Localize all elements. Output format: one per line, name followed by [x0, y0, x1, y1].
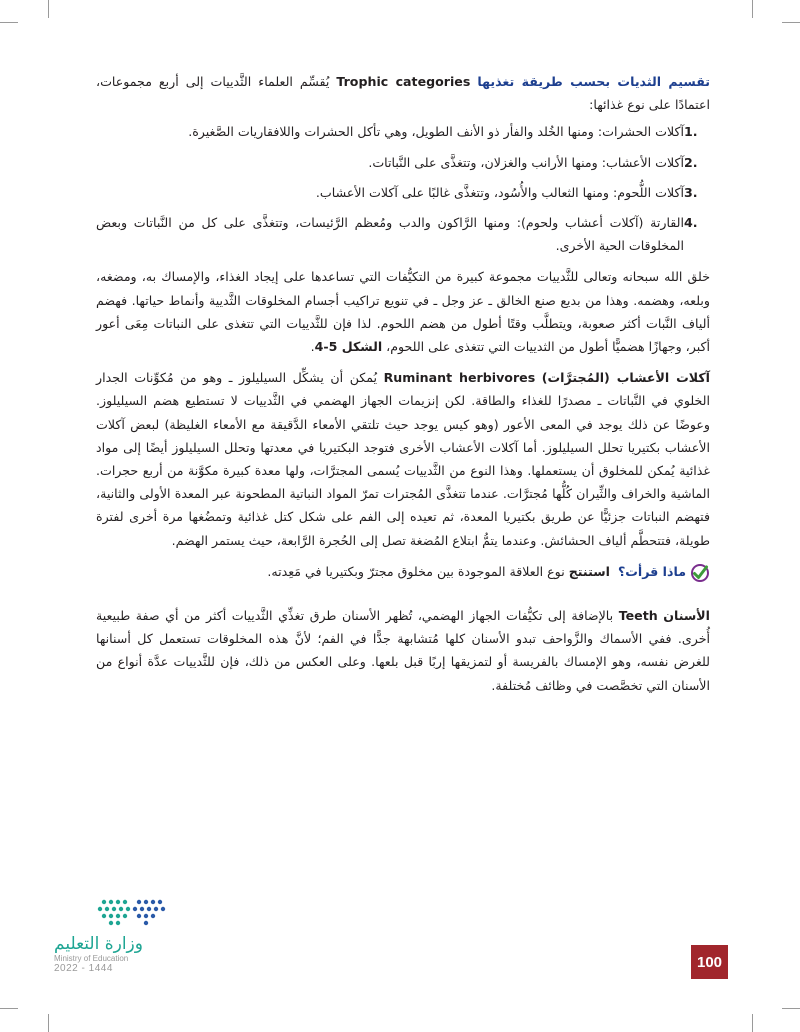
- crop-mark: [782, 22, 800, 23]
- ministry-logo: [54, 898, 204, 974]
- trophic-intro-text-2: الثَّدييات إلى أربع مجموعات، اعتمادًا على نوع غذائها:: [96, 74, 710, 113]
- list-item-number: 1.: [684, 124, 698, 140]
- list-item-number: 4.: [684, 215, 698, 231]
- ministry-logo-mark-icon: [54, 898, 194, 928]
- teeth-text: بالإضافة إلى تكيُّفات الجهاز الهضمي، تُظهر الأسنان طرق تغذِّي الثَّدييات أكثر من أي صفة طبيعية أُخرى. ففي الأسماك والزَّواحف تبدو الأسنان كلها مُتشابهة جدًّا في الفم؛ لأنَّ هذه المخلوقات تستعمل كل أسنانها للغرض نفسه، وهو الإمساك بالفريسة أو لتمزيقها إربًا قبل بلعها. وعلى العكس من ذلك، فإن للثَّدييات عدَّة أنواع من الأسنان التي تخصَّصت في وظائف مُختلفة.: [96, 608, 710, 693]
- ruminant-heading-en: Ruminant herbivores: [383, 370, 536, 386]
- teeth-heading-en: Teeth: [618, 608, 658, 624]
- crop-mark: [752, 1014, 753, 1032]
- list-item-text: القارتة (آكلات أعشاب ولحوم): ومنها الرَّاكون والدب ومُعظم الرَّئيسات، وتتغذَّى على كل من النَّباتات وبعض المخلوقات الحية الأخرى.: [96, 215, 684, 254]
- trophic-list: [96, 120, 710, 257]
- crop-mark: [0, 1008, 18, 1009]
- trophic-heading-en: Trophic categories: [336, 74, 471, 89]
- reading-check-text: [267, 560, 686, 583]
- list-item-number: 2.: [684, 154, 698, 170]
- crop-mark: [48, 0, 49, 18]
- list-item: [96, 120, 710, 143]
- trophic-intro: [96, 70, 710, 116]
- list-item: [96, 151, 710, 174]
- crop-mark: [752, 0, 753, 18]
- adaptations-end: .: [310, 339, 315, 355]
- ruminant-paragraph: [96, 366, 710, 552]
- reading-check-question: نوع العلاقة الموجودة بين مخلوق مجترّ وبكتيريا في مَعِدته.: [267, 563, 565, 579]
- trophic-heading-ar: تقسيم الثديات بحسب طريقة تغذيها: [477, 74, 711, 89]
- ruminant-heading-ar: آكلات الأعشاب (المُجترَّات): [541, 370, 710, 386]
- page-number: 100: [691, 945, 728, 979]
- crop-mark: [48, 1014, 49, 1032]
- figure-reference: الشكل 5-4: [314, 339, 383, 355]
- reading-check: [96, 560, 710, 590]
- checkmark-icon: [690, 563, 710, 590]
- trophic-intro-text: يُقسِّم العلماء: [258, 74, 330, 89]
- list-item-text: آكلات الأعشاب: ومنها الأرانب والغزلان، وتتغذَّى على النَّباتات.: [368, 154, 684, 170]
- list-item-number: 3.: [684, 184, 698, 200]
- adaptations-paragraph: [96, 265, 710, 358]
- teeth-heading-ar: الأسنان: [663, 608, 710, 624]
- ministry-name-en: Ministry of Education: [54, 954, 129, 963]
- list-item-text: آكلات اللُّحوم: ومنها الثعالب والأُسُود، وتتغذَّى غالبًا على آكلات الأعشاب.: [315, 184, 684, 200]
- list-item: [96, 181, 710, 204]
- list-item-text: آكلات الحشرات: ومنها الخُلد والفأر ذو الأنف الطويل، وهي تأكل الحشرات واللافقاريات الصَّغيرة.: [188, 124, 684, 140]
- crop-mark: [0, 22, 18, 23]
- list-item: [96, 211, 710, 257]
- reading-check-label: ماذا قرأت؟: [617, 563, 686, 579]
- adaptations-text: خلق الله سبحانه وتعالى للثَّدييات مجموعة كبيرة من التكيُّفات التي تساعدها على إيجاد الغذاء، والإمساك به، ومضغه، وبلعه، وهضمه. وهذا من بديع صنع الخالق ـ عز وجل ـ في تنويع تراكيب أجسام المخلوقات الثَّديية وأنماط حياتها. فهضم ألياف النَّبات أكثر صعوبة، ويتطلَّب وقتًا أطول من هضم اللحوم. لذا فإن للثَّدييات التي تتغذى على النباتات مِعَى أعور أكبر، وجهازًا هضميًّا أطول من الثدييات التي تتغذى على اللحوم،: [96, 269, 710, 355]
- ministry-name-ar: وزارة التعليم: [54, 934, 143, 954]
- crop-mark: [782, 1008, 800, 1009]
- page-text-column: [96, 70, 710, 705]
- reading-check-verb: استنتج: [568, 563, 610, 579]
- ministry-year: 2022 - 1444: [54, 963, 113, 974]
- ruminant-text: يُمكن أن يشكِّل السيليلوز ـ وهو من مُكوِّنات الجدار الخلوي في النَّباتات ـ مصدرًا للغذاء والطاقة. لكن إنزيمات الجهاز الهضمي في الثَّدييات لا تستطيع هضم السيليلوز. وعوضًا عن ذلك يوجد في المعى الأعور (وهو كيس يوجد حيث تلتقي الأمعاء الدَّقيقة مع الأمعاء الغليظة) لبعض آكلات الأعشاب بكتيريا تحلل السيليلوز. أما آكلات الأعشاب الأخرى فتوجد البكتيريا في معدتها وتحلل السيليلوز أيضًا إلى مواد غذائية يُمكن للمخلوق أن يستعملها. وهذا النوع من الثَّدييات يُسمى المجترَّات، ولها معدة كبيرة مكوَّنة من أربع حجرات. الماشية والخراف والثِّيران كُلُّها مُجترَّات. عندما تتغذَّى المُجترات تمرّ المواد النباتية المطحونة عبر المعدة الأولى والثانية، فتهضم النباتات جزئيًّا عن طريق بكتيريا المعدة، ثم تعيده إلى الفم على شكل كتل غذائية وتمضُغها مرة أخرى لفترة طويلة، فتتحطَّم ألياف الحشائش. وعندما يتمُّ ابتلاع المُضغة تصل إلى الحُجرة الرَّابعة، حيث يستمر الهضم.: [96, 370, 710, 548]
- teeth-paragraph: [96, 604, 710, 697]
